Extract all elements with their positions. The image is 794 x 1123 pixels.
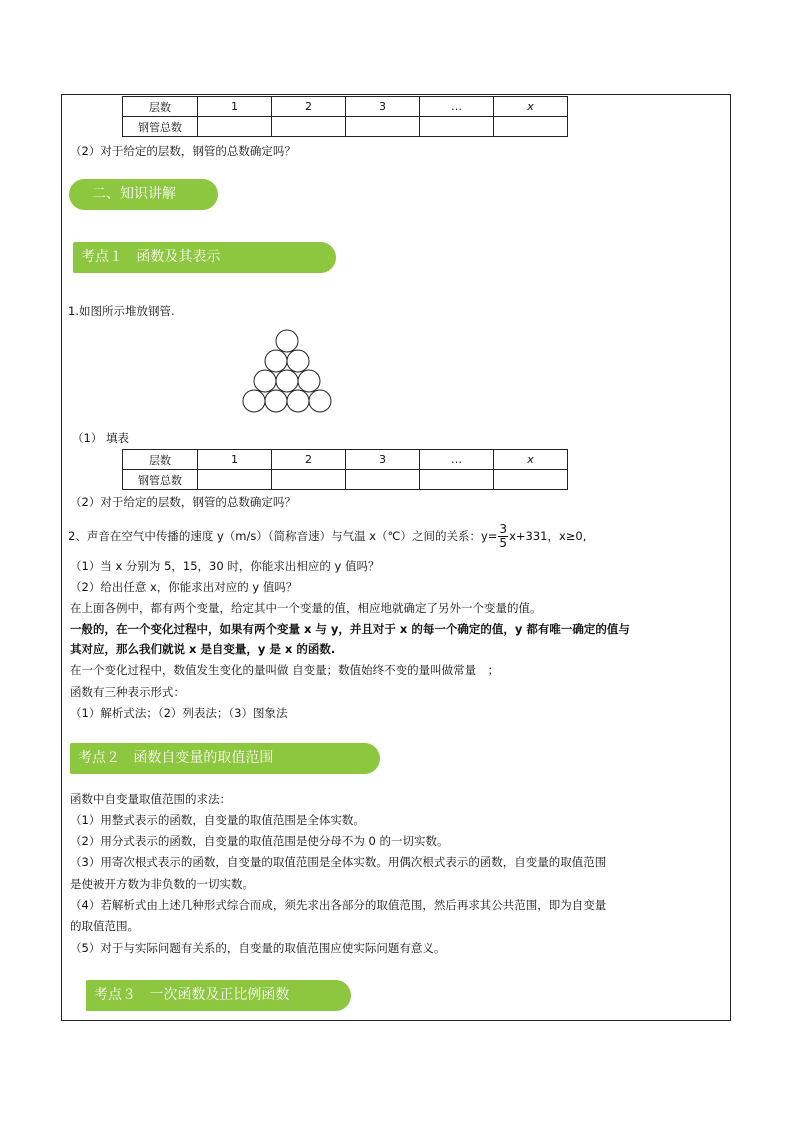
table-cell (198, 470, 272, 490)
pipe-circle (265, 390, 287, 412)
table-cell (420, 470, 494, 490)
table-cell: … (420, 97, 494, 117)
table-row (123, 117, 568, 137)
paragraph: 在上面各例中，都有两个变量，给定其中一个变量的值，相应地就确定了另外一个变量的值。 (70, 601, 542, 615)
table-cell: 层数 (123, 97, 198, 117)
pipe-circle (276, 370, 298, 392)
list-item: （1）用整式表示的函数，自变量的取值范围是全体实数。 (70, 813, 365, 827)
pipe-table-top (122, 96, 568, 137)
list-item: （2）用分式表示的函数，自变量的取值范围是使分母不为 0 的一切实数。 (70, 834, 449, 848)
table-cell (420, 117, 494, 137)
question-text: （2）对于给定的层数，钢管的总数确定吗？ (70, 144, 296, 158)
paragraph: 在一个变化过程中，数值发生变化的量叫做 自变量；数值始终不变的量叫做常量 ； (70, 663, 500, 677)
table-cell: 钢管总数 (123, 117, 198, 137)
question-text: （1）当 x 分别为 5，15，30 时，你能求出相应的 y 值吗？ (70, 559, 380, 573)
pipe-circle (309, 390, 331, 412)
kaodian-title: 函数及其表示 (136, 249, 221, 265)
table-cell: 钢管总数 (123, 470, 198, 490)
question-text: （2）给出任意 x，你能求出对应的 y 值吗？ (70, 580, 298, 594)
list-item: 是使被开方数为非负数的一切实数。 (70, 877, 254, 891)
fraction-denominator: 5 (499, 536, 508, 550)
table-cell: 3 (346, 450, 420, 470)
kaodian-tag: 考点１ (81, 249, 123, 265)
kaodian-tag: 考点２ (78, 750, 120, 766)
table-cell: 2 (272, 97, 346, 117)
table-cell (272, 470, 346, 490)
pipe-circle (265, 350, 287, 372)
pipe-circle (254, 370, 276, 392)
kaodian-title: 函数自变量的取值范围 (133, 750, 274, 766)
list-item: （5）对于与实际问题有关系的，自变量的取值范围应使实际问题有意义。 (70, 941, 446, 955)
question-text: （2）对于给定的层数，钢管的总数确定吗？ (70, 495, 296, 509)
pipe-stack-figure (240, 328, 334, 414)
table-cell (494, 117, 568, 137)
pipe-circle (243, 390, 265, 412)
kaodian-title: 一次函数及正比例函数 (149, 987, 290, 1003)
fill-table-label: （1） 填表 (72, 431, 129, 445)
table-row (123, 450, 568, 470)
kaodian-2-heading (70, 743, 380, 774)
pipe-table (122, 449, 568, 490)
formula-prefix: 2、声音在空气中传播的速度 y（m/s）（简称音速）与气温 x（℃）之间的关系：y= (68, 529, 498, 543)
section-heading: 二、知识讲解 (69, 179, 218, 210)
pipe-circle (287, 350, 309, 372)
paragraph: 函数有三种表示形式： (70, 685, 185, 699)
definition-text: 其对应，那么我们就说 x 是自变量，y 是 x 的函数. (70, 642, 336, 656)
pipe-circle (298, 370, 320, 392)
paragraph: （1）解析式法；（2）列表法；（3）图象法 (70, 706, 288, 720)
table-cell: 3 (346, 97, 420, 117)
table-cell (198, 117, 272, 137)
table-cell (346, 117, 420, 137)
table-cell (272, 117, 346, 137)
table-cell: … (420, 450, 494, 470)
list-item: （3）用寄次根式表示的函数，自变量的取值范围是全体实数。用偶次根式表示的函数，自变量的取值范围 (70, 855, 607, 869)
table-cell (346, 470, 420, 490)
table-cell: 1 (198, 450, 272, 470)
table-cell: x (494, 450, 568, 470)
list-item: （4）若解析式由上述几种形式综合而成，须先求出各部分的取值范围，然后再求其公共范围，即为自变量 (70, 898, 607, 912)
table-cell: 1 (198, 97, 272, 117)
table-cell (494, 470, 568, 490)
item-text (68, 521, 586, 551)
table-row (123, 97, 568, 117)
table-cell: 层数 (123, 450, 198, 470)
fraction-numerator: 3 (499, 522, 508, 536)
list-item: 的取值范围。 (70, 919, 139, 933)
item-text: 1.如图所示堆放钢管. (68, 304, 175, 318)
kaodian-1-heading (73, 242, 336, 273)
kaodian-tag: 考点３ (94, 987, 136, 1003)
kaodian-3-heading (86, 980, 351, 1011)
table-cell: x (494, 97, 568, 117)
paragraph: 函数中自变量取值范围的求法： (70, 792, 231, 806)
definition-text: 一般的，在一个变化过程中，如果有两个变量 x 与 y，并且对于 x 的每一个确定的值，y 都有唯一确定的值与 (70, 622, 630, 636)
pipe-circle (287, 390, 309, 412)
formula-suffix: x+331，x≥0, (509, 529, 587, 543)
table-row (123, 470, 568, 490)
pipe-circle (276, 330, 298, 352)
fraction (498, 523, 508, 550)
table-cell: 2 (272, 450, 346, 470)
